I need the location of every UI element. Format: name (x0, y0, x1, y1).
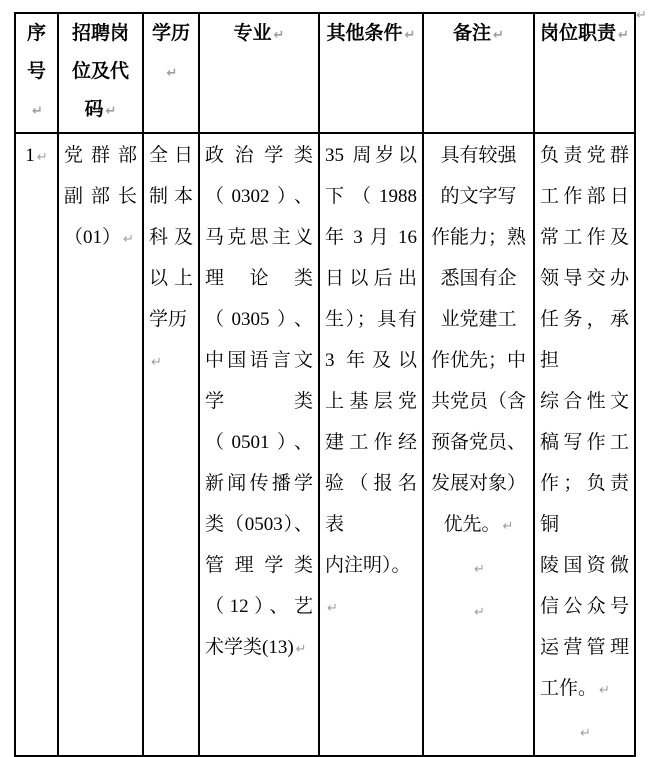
text-line: 科及 (149, 227, 193, 248)
text-line: 学历↵ (151, 23, 190, 81)
paragraph-mark-icon: ↵ (474, 605, 485, 620)
text-line: 35 周岁以 (325, 145, 417, 166)
table-row (15, 133, 635, 756)
text-line: 其他条件 ↵ (326, 23, 416, 44)
text-line: 码 ↵ (84, 99, 117, 120)
text-line: 稿写作工 (540, 432, 629, 453)
text-line: 陵国资微 (540, 555, 629, 576)
text-line: 的文字写 (440, 186, 517, 207)
text-line: 优先。 ↵ (443, 514, 514, 535)
text-line: 悉国有企 (440, 268, 517, 289)
header-cell-qitatiaojian[interactable] (319, 13, 423, 133)
text-line: 术学类(13) ↵ (205, 637, 307, 658)
text-line: 管理学类 (205, 555, 313, 576)
text-line: 具有较强 (440, 145, 517, 166)
cell-zhuanye[interactable] (199, 133, 319, 756)
cell-qitatiaojian[interactable] (319, 133, 423, 756)
paragraph-mark-icon: ↵ (295, 642, 307, 657)
text-line: 下（1988 (325, 186, 417, 207)
text-line: 信公众号 (540, 596, 629, 617)
text-line: 全日 (149, 145, 193, 166)
recruitment-table (14, 12, 636, 757)
paragraph-mark-icon: ↵ (32, 104, 43, 119)
text-line: 领导交办 (540, 268, 629, 289)
text-line: 号↵ (26, 61, 46, 119)
text-line: 作优先；中 (430, 350, 526, 371)
text-line: 新闻传播学 (205, 473, 313, 494)
text-line (540, 711, 629, 754)
text-line: 发展对象） (430, 473, 526, 494)
text-line: 验（报名表 (325, 473, 417, 535)
text-line: 工作部日 (540, 186, 629, 207)
text-line: 共党员（含 (430, 391, 526, 412)
text-line: 党群部 (64, 145, 137, 166)
text-line: 作；负责铜 (540, 473, 629, 535)
text-line (429, 590, 528, 633)
header-cell-beizhu[interactable] (423, 13, 534, 133)
text-line: 工作。 ↵ (540, 678, 610, 699)
text-line: 序 (26, 23, 46, 44)
text-line: （0305）、 (205, 309, 313, 330)
paragraph-mark-icon: ↵ (327, 601, 338, 616)
text-line: 任务，承担 (540, 309, 629, 371)
text-line: 备注 ↵ (453, 23, 504, 44)
cell-xuhao[interactable] (15, 133, 58, 756)
text-line: 运营管理 (540, 637, 629, 658)
text-line: 中国语言文 (205, 350, 313, 371)
text-line: 负责党群 (540, 145, 629, 166)
cell-zhize[interactable] (534, 133, 635, 756)
text-line: 建工作经 (325, 432, 417, 453)
text-line: 马克思主义 (205, 227, 313, 248)
text-line: （0501）、 (205, 432, 313, 453)
text-line: 学历↵ (149, 309, 188, 370)
text-line: 年 3 月 16 (325, 227, 417, 248)
paragraph-mark-icon: ↵ (474, 562, 485, 577)
cell-beizhu[interactable] (423, 133, 534, 756)
cell-gangwei[interactable] (58, 133, 143, 756)
text-line: 政治学类 (205, 145, 313, 166)
header-cell-zhize[interactable] (534, 13, 635, 133)
header-cell-zhuanye[interactable] (199, 13, 319, 133)
text-line: 理论类 (205, 268, 313, 289)
text-line: 上基层党 (325, 391, 417, 412)
paragraph-mark-icon: ↵ (493, 28, 504, 43)
text-line: 常工作及 (540, 227, 629, 248)
paragraph-mark-icon: ↵ (166, 66, 178, 81)
text-line: 预备党员、 (430, 432, 526, 453)
text-line: （01） ↵ (64, 227, 134, 248)
text-line: 1 ↵ (25, 145, 48, 166)
paragraph-mark-icon: ↵ (105, 104, 117, 119)
text-line: 综合性文 (540, 391, 629, 412)
paragraph-mark-icon: ↵ (618, 28, 629, 43)
paragraph-mark-icon: ↵ (273, 28, 285, 43)
text-line: 类（0503）、 (205, 514, 313, 535)
header-cell-gangwei[interactable] (58, 13, 143, 133)
text-line: 业党建工 (440, 309, 517, 330)
text-line: 内注明）。↵ (325, 555, 411, 616)
paragraph-mark-icon: ↵ (636, 8, 647, 23)
paragraph-mark-icon: ↵ (151, 355, 162, 370)
text-line: 招聘岗 (71, 23, 129, 44)
text-line: 作能力；熟 (430, 227, 526, 248)
text-line: 3 年及以 (325, 350, 417, 371)
text-line: 专业 ↵ (233, 23, 285, 44)
paragraph-mark-icon: ↵ (123, 232, 134, 247)
text-line: 位及代 (71, 61, 129, 82)
header-cell-xuhao[interactable] (15, 13, 58, 133)
text-line: 制本 (149, 186, 193, 207)
header-cell-xueli[interactable] (143, 13, 199, 133)
text-line: 副部长 (64, 186, 137, 207)
paragraph-mark-icon: ↵ (599, 683, 610, 698)
text-line (429, 547, 528, 590)
paragraph-mark-icon: ↵ (404, 28, 416, 43)
text-line: 学类 (205, 391, 313, 412)
cell-xueli[interactable] (143, 133, 199, 756)
text-line: 日以后出 (325, 268, 417, 289)
paragraph-mark-icon: ↵ (580, 726, 591, 741)
table-header-row (15, 13, 635, 133)
text-line: （0302）、 (205, 186, 313, 207)
paragraph-mark-icon: ↵ (502, 519, 514, 534)
text-line: 生）；具有 (325, 309, 417, 330)
text-line: （12）、艺 (205, 596, 313, 617)
text-line: 以上 (149, 268, 193, 289)
paragraph-mark-icon: ↵ (36, 150, 48, 165)
text-line: 岗位职责 ↵ (540, 23, 629, 44)
